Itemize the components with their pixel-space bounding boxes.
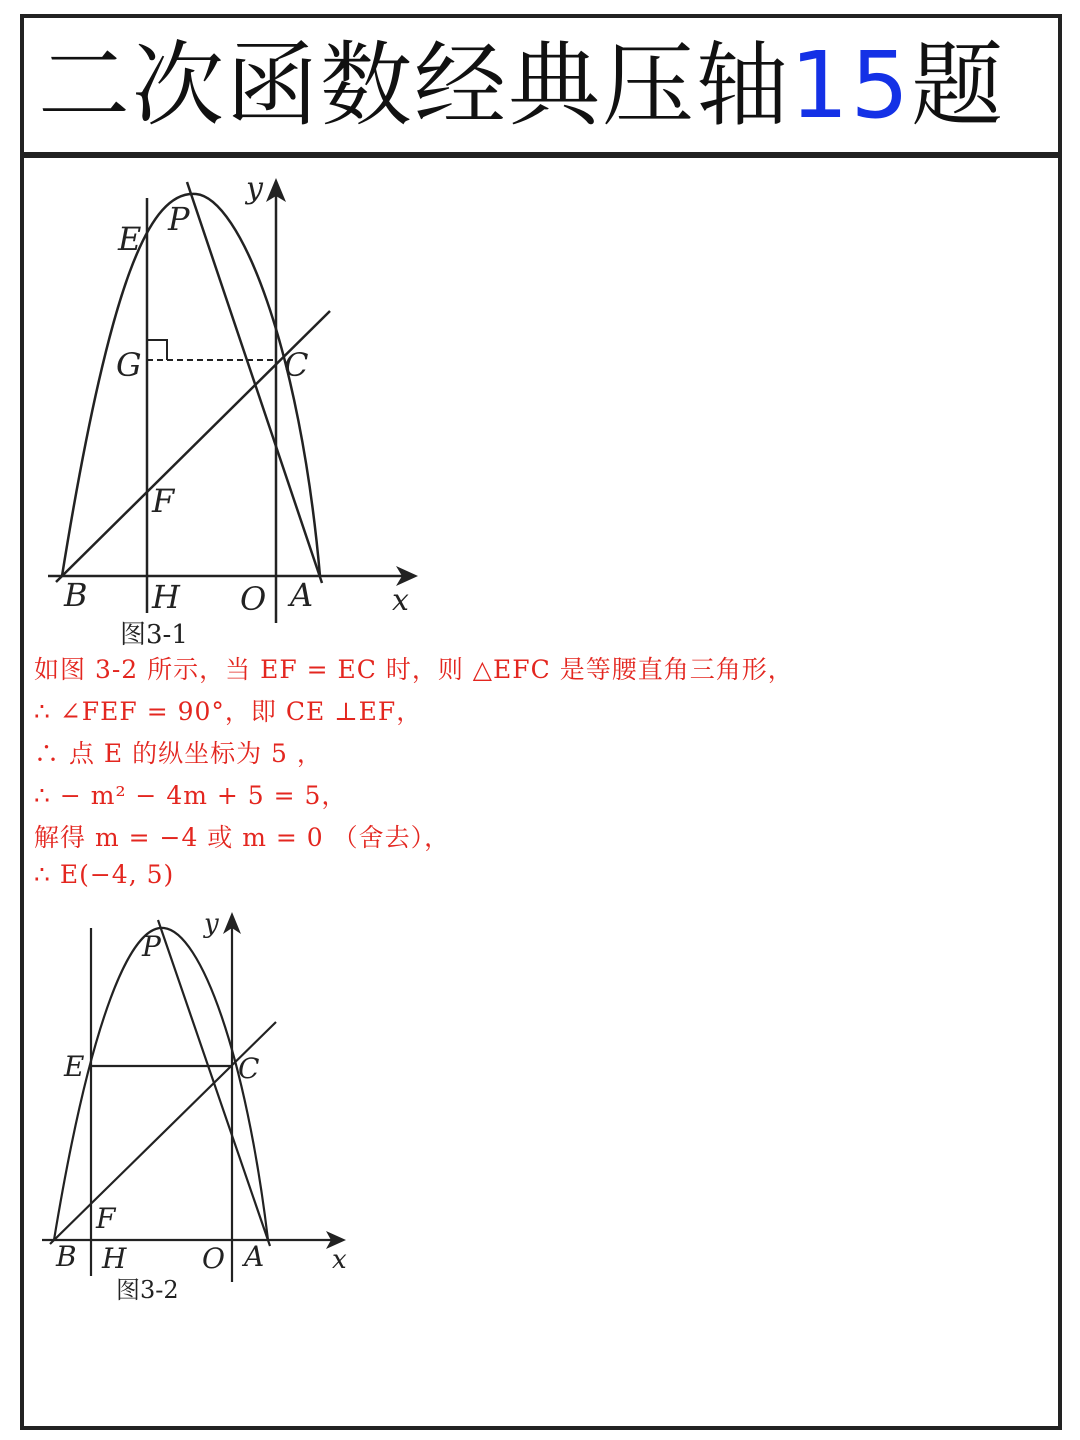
title-main: 二次函数经典压轴	[38, 32, 791, 139]
label-o-2: O	[202, 1242, 225, 1275]
solution-line-1: 如图 3-2 所示，当 EF = EC 时，则 △EFC 是等腰直角三角形，	[34, 655, 794, 684]
parabola-2	[54, 928, 268, 1240]
solution-line-5: 解得 m = −4 或 m = 0 （舍去），	[34, 823, 451, 852]
label-x: x	[392, 583, 409, 618]
solution-line-4: ∴ − m² − 4m + 5 = 5，	[34, 781, 348, 810]
solution-line-3: ∴ 点 E 的纵坐标为 5 ，	[34, 739, 323, 768]
label-a: A	[290, 576, 314, 614]
label-b: B	[64, 576, 88, 614]
header	[24, 18, 1058, 158]
label-h-2: H	[102, 1242, 127, 1275]
label-g: G	[116, 346, 142, 384]
label-y-2: y	[204, 909, 219, 939]
label-p: P	[168, 200, 190, 238]
figure-1-caption: 图3-1	[120, 620, 188, 650]
figure-2	[36, 906, 366, 1304]
label-y: y	[246, 171, 263, 206]
solution-line-2: ∴ ∠FEF = 90°，即 CE ⊥EF，	[34, 697, 423, 726]
figure-2-svg	[36, 906, 366, 1304]
figure-2-caption: 图3-2	[116, 1276, 179, 1304]
label-p-2: P	[142, 930, 161, 963]
parabola	[62, 194, 320, 576]
solution-line-6: ∴ E(−4, 5)	[34, 860, 175, 889]
label-h: H	[152, 578, 180, 616]
title-suffix: 题	[911, 32, 1006, 139]
label-o: O	[240, 580, 267, 618]
label-f-2: F	[96, 1202, 116, 1235]
label-f: F	[152, 482, 175, 520]
title-number: 15	[790, 32, 912, 139]
label-a-2: A	[244, 1240, 265, 1273]
figure-1	[40, 168, 440, 650]
label-c-2: C	[238, 1052, 260, 1085]
figure-1-svg	[40, 168, 440, 650]
label-e: E	[118, 220, 142, 258]
label-b-2: B	[56, 1240, 77, 1273]
right-angle-mark	[147, 340, 167, 360]
label-c: C	[284, 346, 309, 384]
label-e-2: E	[64, 1050, 85, 1083]
label-x-2: x	[332, 1245, 347, 1275]
page-title	[38, 26, 1005, 146]
